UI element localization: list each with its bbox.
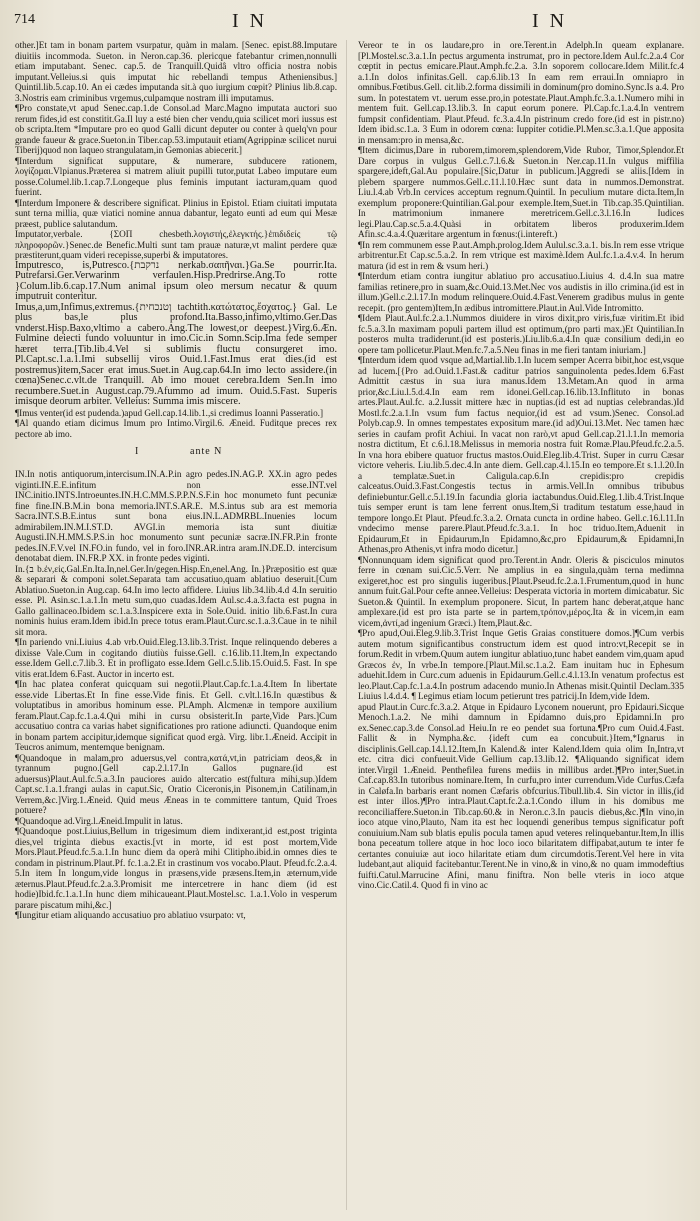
entry-paragraph: ¶Pro apud,Oui.Eleg.9.lib.3.Trist Inque Getis Graias constituere domos.]¶Cum verbis autem motum significantibus constructum idem est quod intro:vt,Recepit se in forum.Redit in vrbem.Quum autem iungitur ablatiuo,tunc habet eandem vim,quam apud Græcos ἐν, In vrbe.In tempore.[Plaut.Mil.sc.1.a.2. Eam inuitam huc in Ephesum aduehit.Idem in Curc.cum aduenis in Epidaurum.Gell.c.4.l.13.In venatum profectus est leo.Plaut.Cap.fc.1.a.4.In postrum adacendo munio.In Athenas misit.Quintil Declam.335 Liuius l.4.d.4. ¶ Legimus etiam locum petierunt tres patricij.In Idem,vide Idem. <box>358 628 684 701</box>
entry-paragraph: ¶Interdum Imponere & describere significat. Plinius in Epistol. Etiam ciuitati imputata sunt terna millia, quæ viatici nomine annua dabantur, legato eunti ad eum qui Mesæ præest, publice salutandum. <box>15 197 337 229</box>
entry-in-notis: IN.In notis antiquorum,intercisum.IN.A.P.in agro pedes.IN.AG.P. XX.in agro pedes viginti.IN.E.E.infitum non esse.INT.vel INC.initio.INTS.Introeuntes.IN.H.C.MM.S.P.P.N.S.F.in hoc monumeto funt pecuniæ fine fine.IN.B.M.in bona memoria.INT.S.AR.E. M.S.intus sub ara est memoria Sacra.INT.S.B.E.intus sunt bona eius.IN.L.ADMRBL.Inuenies locum admirabilem.IN.M.I.ST.D. AVGI.in memoria ista sunt diuitiæ Augusti.IN.H.MM.S.P.S.in hoc monumento sunt pecuniæ sacræ.IN.FR.P.in fronte pedes.IN.F.V.vel IN.FO.in fundo, vel in foro.INR.AR.intra aram.IN.DE.D. intercisum denotabat diem. IN.FR.P XX. in fronte pedes viginti. <box>15 469 337 563</box>
entry-paragraph: Vereor te in os laudare,pro in ore.Terent.in Adelph.In queam explanare. [Pl.Mostel.sc.3.a.1.In pectus argumenta instrumat, pro in pectore.Idem Aul.fc.2.a.4 Cor cœptit in pectus emicare.Plaut.Amph.fc.2.a. 3.In soporem collocare.Idem Milit.fc.4 a.1.In dolos infinitas.Gell. cap.6.lib.13 In eam rem erraui.In omniapro in omnibus.Fœtibus.Gell. cit.lib.2.forma dissimili in dominum(pro domino.Sync.Is a.4. Pro sum. In potestatem vt. uerum esse.pro,in potestate.Plaut.Amph.fc.3.a.1.Numero mihi in mentem fuit. Gell.cap.13.lib.3. In caput eorum ponere. Pl.Cap.fc.1.a.4.In ventrem fumpsit confidentiam. Plaut.Pfeud. fc.3.a.4.In pistrinum credo fore.(id est in pistr.no) Idem ibid.sc.1.a. 3 Eum in odorem cœna: Iuppiter cotidie.Pl.Men.sc.3.a.1.Que apposita in mensam:pro in mensa,&c. <box>358 40 684 145</box>
entry-imus: Imus,a,um,Infimus,extremus.{ןטנכחית tachtith.κατώτατος,ἔσχατος.} Gal. Le plus bas,le plus profond.Ita.Basso,infimo,vltimo.Ger.Das vnderst.Hisp.Baxo,vltimo a cabero.Ang.The lowest,or deepest.}Virg.6.Æn. Fulmine deiecti fundo voluuntur in imo.Cic.in Somn.Scip.Ima fede semper hæret terra.[Tib.lib.4.Vel si sublimis fluctu consurgeret imo. Pl.Capt.sc.1.a.1.Imi subsellij viros Ouid.1.Fast.Imus erat dies.(id est postremus)item,Sacer erat imus.Suet.in Aug.cap.64.In imo lecto assidere.(in cœna)Senec.c.vlt.de Tranquill. Ab imo mouet cerebra.Idem Sen.In imo recumbere.Suet.in August.cap.79.Afummo ad imum. Ouid.5.Fast. Superis imisque deorum arbiter. Velleius: Summa imis miscere. <box>15 301 337 407</box>
entry-paragraph: ¶Iungitur etiam aliquando accusatiuo pro ablatiuo vsurpato: vt, <box>15 910 246 920</box>
entry-paragraph: ¶Interdum etiam contra iungitur ablatiuo pro accusatiuo.Liuius 4. d.4.In sua matre familias retinere,pro in suam,&c.Ouid.13.Met.Nec vos audistis in illo crimina.(id est in illum.)Gell.c.2.l.17.In modum relinquere.Ouid.4.Fast.Venerem gradibus mulus in gente recepit. (pro gentem)Item,In ædibus intromittere.Plaut.in Aul.Vide Intromitto. <box>358 271 684 313</box>
entry-paragraph: ¶Quandoque post.Liuius,Bellum in trigesimum diem indixerant,id est,post triginta dies,vel triginta diebus exactis.[vt in morte, id est post mortem,Vide Mors.Plaut.Pfeud.fc.5.a.1.In hunc diem da operà mihi Clitipho.ibid.in omnes dies te condam in pistrinum.Plaut.Pf. fc.1.a.2.Et in crastinum vos vocabo.Plaut. Pfeud.fc.2.a.4. 5.In item In longum,vide longus in præsens,vide præsens.Item,in æternum,vide æternus.Plaut.Pfeud.fc.2.a.3.Promisit me intercetrere in hanc diem (id est hodie)Ibid.fc.1.a.1.In hunc diem mihicaueant.Plaut.Mostel.sc. 1.a.1.Volo in vesperum parare piscatum mihi,&c.] <box>15 826 337 910</box>
entry-paragraph: ¶Interdum idem quod vsque ad,Martial.lib.1.In lucem semper Acerra bibit,hoc est,vsque ad lucem.[{Pro ad.Ouid.1.Fast.& caditur patrios sanguinolenta pedes.Idem 6.Fast Admittit cæstus in sua iura manus.Idem 13.Metam.An quod in arma prior,&c.Liu.l.5.d.4.In eam rem idonei.Gell.cap.16.lib.13.Inflituto in bonas artes.Plaut.Aul.fc. a.2.Iussit mittere hæc in nuptias.(id est ad nuptias celebrandas.)Id Mostl.fc.2.a.1.In vsum fum factus nequior,(id est ad vsum.)Senec. Consol.ad Polyb.cap.9. In omnes tempestates expositum mare.(id ad)Oui.13.Met. Nec tamen hæc series in caufam profit Achiui. In vacat non rarò,vt apud Gell.cap.21.l.1.In memoria nostra dictitum, Et c.6.l.18.Melissus in memoria nostra fuit Romæ.Plau.Pfeud.fc.2.a.5. In vna hora ebibere quatuor fructus mastos.Ouid.Eleg.lib.4.Trist. Super in curru Cæsar victore veheris. Liu.lib.5.dec.4.In ante diem. Gell.cap.4.l.15.In eo tempore.Et s.1.l.20.In a templatæ.Suet.in Caligula.cap.6.In crepidis:pro crepidis calceatus.Ouid.3.Fast.Congestis tectus in armis.Vell.In omnibus tribubus definiebuntur.Gell.c.5.l.19.In facundia gloria iactabundus.Ouid.Eleg.1.lib.4.Trist.Inque tuis semper erunt is tam lene ferrent onus.Item,Si traditum testatum esse,haud in tempore longo.Et Plaut. Pfeud.fc.3.a.2. Ornata cuncta in ordine habeo. Gell.c.16.l.11.In vndecimo mense parere.Plaut.Pfeud.fc.3.a.1. In hoc triduo.Item,Aduenit in Epidaurum,Et in Epidaurum,In Epidamno,&c,pro Epidaurum,& Epidamni,In Athenas,pro Athenis,vt infra modo dicetur.] <box>358 355 684 554</box>
entry-paragraph: ¶Quandoque ad.Virg.l.Æneid.Impulit in latus. <box>15 815 183 826</box>
right-column <box>358 40 684 1212</box>
entry-paragraph: Imputator,verbale. {ΣΟΠ chesbeth.λογιστής,ἐλεγκτής.}ἐπιδιδείς τῷ πληροφορῶν.}Senec.de Benefic.Multi sunt tam prauæ naturæ,vt malint perdere quæ præstiterunt,quam videri recepisse,superbi & imputatores. <box>15 229 337 260</box>
running-head-left: I N <box>232 10 268 32</box>
entry-paragraph: ¶Al quando etiam dicimus Imum pro Intimo.Virgil.6. Æneid. Fuditque preces rex pectore ab imo. <box>15 418 337 439</box>
entry-paragraph: ¶Nonnunquam idem significat quod pro.Terent.in Andr. Oleris & pisciculos minutos ferre in cœnam sui.Cic.5.Verr. Ne amplius in ea singula,quàm terna medimna exigeret,hoc est pro singulis iugeribus.[Plaut.Pseud.fc.2.a.1.Frumentum,quod in hunc annum fuit.Gal.Pour cefte annee.Velleius: Desperata victoria in mortem dimicabatur. Sic Sueton.& Quintil. In exemplum proponere. Sicut, In partem hanc deberat,atque hanc amplexare.(id est pro ista parte se in partem,τρόπον,μέρος.Ita & in vicem,in eam vicem,ἀντί,ad ingenium Græci.) Item,Plaut.&c. <box>358 554 684 628</box>
entry-paragraph: ¶Quandoque in malam,pro aduersus,vel contra,κατά,vt,in patriciam deos,& in tyrannum pugno.[Gell cap.2.l.17.In Gallos pugnare.(id est aduersus)Plaut.Aul.fc.5.a.3.In pauciores auido altercatio est(fultura mihi,sup.)Idem Capt.sc.1.a.1.frangi aulas in caput.Sic, Oratio Ciceronis,in Pisonem,in Catilinam,in Verrem,&c.]Virg.1.Æneid. Quid meus Æneas in te committere tantum, Quid Troes potuere? <box>15 752 337 815</box>
separator-letter: I <box>135 446 140 457</box>
entry-paragraph: ¶In hac platea conferat quicquam sui negotii.Plaut.Cap.fc.1.a.4.Item In libertate esse.vide Libertas.Et In fine esse.Vide finis. Et Gell. c.vlt.l.16.In quæstibus & voluptatibus in amoribus hominum esse. Pl.Amph. Alcmenæ in tempore auxilium feram.Plaut.Cap.fc.1.a.4.Qui mihi in cursu obsisterit.In parte,Vide Pars.]Cum accusatiuo contra ca varias habet significationes pro ratione adiuncti. Quandoque enim in bonam partem accipitur,idemque significat quod ergà. Virg. libr.1.Æneid. Accipit in Teucros animum, mentemque benignam. <box>15 679 337 752</box>
entry-in-preposition: In.{ב b.ἐν,εἰς.Gal.En.Ita.In,nel.Ger.In/gegen.Hisp.En,enel.Ang. In.}Præpositio est quæ & separari & componi solet.Separata tam accusatiuo,quam ablatiuo deseruit.[Cum Ablatiuo.Sueton.in Aug.cap. 64.In imo lecto affidere. Liuius lib.34.lib.4.d 4.In seruitio esse. Pl. Asin.sc.1.a.1.In metu sum,quo cuadas.Idem Aul.sc.4.a.3.facta est pugna in Gallo gallinaceo.Ibidem sc.1.a.3.Inspicere exta in Sole.Ouid. initio lib.6.Fast.In cura nominis huius eram.Idem ibid.In prece totus eram.Plaut.Curc.sc.1.a.3.Caue in te nihil sit mora. <box>15 563 337 637</box>
section-separator <box>15 447 337 461</box>
running-head-right: I N <box>532 10 568 32</box>
entry-paragraph: apud Plaut.in Curc.fc.3.a.2. Atque in Epidauro Lyconem nouerunt, pro Epidauri.Sicque Menoch.1.a.2. Ne mihi damnum in Epidamno duis,pro Epidamni.In pro ex.Senec.cap.3.de Consol.ad Heiu.In re eo pendet sua fortuna.¶Pro cum Ouid.4.Fast. Fallit & in Nympha.&c. {ideft cum ea concubuit.}Item,*Ignarus in disciplinis.Gell.cap.14.l.12.Item,In Kalend.& inter Kalend.Idem quia olim In,Intra,vt etc. citra dici confueuit.Vide Gellium cap.13.lib.12. ¶Aliquando significat idem inter.Virgil 1.Æneid. Penthefilea furens mediis in millibus ardet.]¶Pro inter,Suet.in Caf.cap.83.In tutoribus nominare.Item, In curfu,pro inter currendum.Vide Curfus.Cæfa in Caløfa.In barbaris erant nomen Cæfaris obfcurius.Tibull.lib.4. Sin victor in illis,(id est inter illos.)¶Pro intra.Plaut.Capt.fc.2.a.1.Condo illum in his domibus me reconciliaffere.Sueton.in Tib.cap.60.& in Neron.c.3.In paucis diebus,&c.]¶In vino,in ioco atque vino,Plauto, Nam ita est hec loquendi generibus tempus significatur poft conuiuium.Nam sub blatis epulis pocula tamen apud veteres relinquebantur.Item,In illis bona peceatum tollere atque in hoc loco ioco bilaritatem diffipabat,autum te inter fe certantes conuiuiæ aut ioco hilaritate etiam dum circumdotis.Terent.Vel here in vita ludebant,aut aliquid facitebantur.Terent.Ne in vino,& in vino,& no quam immodeftius fuifti.Catul.Marrucine Afini, manu finiftra. Non belle vteris in ioco atque vino.Cic.Catil.4. Quod fi in vino ac <box>358 701 684 890</box>
page-header <box>14 12 686 36</box>
column-divider <box>346 40 347 1210</box>
entry-paragraph: ¶Pro constate,vt apud Senec.cap.1.de Consol.ad Marc.Magno imputata auctori suo rerum fides,id est constitit.Ga.Il luy a esté bien cher vendu,quia scilicet mori iussus est ob scripta.Item *Imputare pro eo quod Galli dicunt deputer ou conter à quelq'vn pour grande faueur & grace.Sueton.in Tiber.cap.53.imputauit etiam(Agrippinæ scilicet nurui Tiberij)quod non laqueo strangulatam,in Gemonias abiecerit.] <box>15 103 337 155</box>
separator-text: ante N <box>190 446 223 457</box>
entry-paragraph: ¶In rem communem esse P.aut.Amph.prolog.Idem Aulul.sc.3.a.1. bis.In rem esse vtrique arbitrentur.Et Cap.sc.5.a.2. In rem vtrique est maximè.Idem Aul.fc.1.a.4.v.4. In herum matura (id est in rem & vsum heri.) <box>358 239 684 271</box>
entry-paragraph: ¶Interdum significat supputare, & numerare, subducere rationem, λογίζομαι.Vlpianus.Præterea si matrem aliuit pupilli tutor,putat Labeo imputare eum posse.Columel.lib.1.cap.7.Longeque plus feminis imputant iacturam,quam quod fuerint. <box>15 155 337 197</box>
entry-imputresco: Imputresco, is,Putresco.{נרקבת nerkab.σαπῆναι.}Ga.Se pourrir.Ita. Putrefarsi.Ger.Verwarinm verfaulen.Hisp.Predrirse.Ang.To rotte }Colum.lib.6.cap.17.Num animal ipsum oleo mersum necatur & quum imputruit conteritur. <box>15 259 337 302</box>
page-number: 714 <box>14 12 35 27</box>
entry-paragraph: ¶In pariendo vni.Liuius 4.ab vrb.Ouid.Eleg.13.lib.3.Trist. Inque relinquendo deberes a dixisse Vale.Cum in cogitando diutiùs fuisse.Gell. c.16.lib.11.Item,In expectando esse.Idem Gell.c.7.lib.3. Et in profligato esse.Idem Gell.c.5.lib.15.Ouid.5. Fast. In spe vitis erat.Idem 6.Fast. Auctor in incerto est. <box>15 637 337 679</box>
entry-paragraph: other.]Et tam in bonam partem vsurpatur, quàm in malam. [Senec. epist.88.Imputare diuitiis incommoda. Sueton. in Neron.cap.36. plericque fatebantur crimen,nonnulli etiam imputabant. Senec. cap.5. de Tranquill.Quidâ vltro officia nostra nobis imputant.Velleius.si quis imputat hic rebellandi tempus Atheniensibus.] Quintil.lib.5.cap.10. An ei cædes imputanda sit.à quo iurgium cœpit? Plinius lib.8.cap. 3.Nostris eam criminibus vrgemus,culpamque nostram illi imputamus. <box>15 40 337 103</box>
entry-paragraph: ¶Imus venter(id est pudenda.)apud Gell.cap.14.lib.1.,si credimus Ioanni Passeratio.] <box>15 407 324 418</box>
left-column <box>15 40 337 1212</box>
entry-paragraph: ¶Idem Plaut.Aul.fc.2.a.1.Nummos diuidere in viros dixit,pro viris,fuæ viritim.Et ibid fc.5.a.3.In maximam populi partem illud est optimum,(pro parti max.)Et Quintilian.In posteros multa tradiderunt.(id est posteris.)Liu.lib.6.a.4.In quæ consilium dedi,in eo opere tam pollicetur.Plaut.Men.fc.7.a.5.Neu finas in me fieri tantam iniuriam.] <box>358 313 684 355</box>
entry-paragraph: ¶Item dicimus,Dare in ruborem,timorem,splendorem,Vide Rubor, Timor,Splendor.Et Dare corpus in vulgus Gell.c.7.l.6.& Sueton.in Ner.cap.11.In vulgus miffilia spargere,ideft,Gal.Au populaire.[Sic,Datur in publicum.]Aggredi se aliis.[Idem in plebem spargere nummos.Gell.c.11.l.10.Hæc sunt data in nummos.Demonstrat. Liu.l.4.ab Vrb.In cervices acceptum regnum.Quintil. In peculium mutare dicta.Item,In exemplum proponere:Quintilian.Gal.pour exemple.Item,Suet.in Tib.cap.35.Quintilian. In matrimonium inmanere meretricem.Gell.c.3.l.16.In Iudices legi.Plau.Cap.sc.5.a.4.Quàsi in orbitatem liberos produxerim.Idem Afin.sc.4.a.4.Quæritare argentum in fœnus:(i.intereft.) <box>358 145 684 239</box>
